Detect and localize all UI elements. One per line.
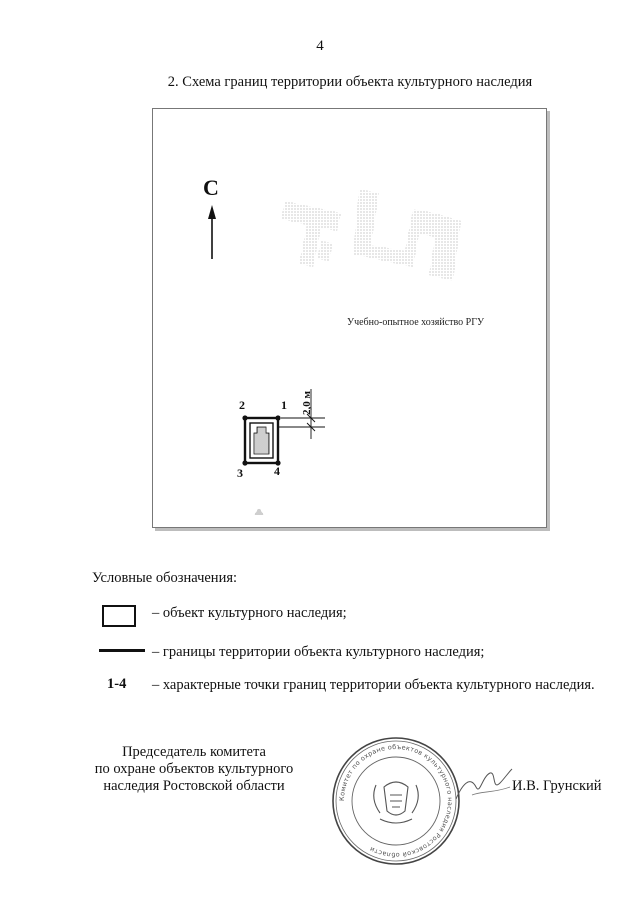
point-label-4: 4 (274, 464, 280, 478)
legend-boundary-line-symbol (99, 649, 145, 652)
handwritten-signature (452, 765, 516, 805)
legend-boundary-line-text: – границы территории объекта культурного наследия; (152, 644, 485, 660)
north-label: С (203, 175, 219, 200)
official-stamp-icon (330, 735, 462, 867)
legend-heritage-object-symbol (102, 605, 136, 627)
area-label: Учебно-опытное хозяйство РГУ (347, 317, 485, 328)
legend-heritage-object-text: – объект культурного наследия; (152, 605, 347, 621)
signatory-name: И.В. Грунский (512, 778, 602, 794)
dimension-label: 2,0 м (301, 391, 313, 415)
legend-heading: Условные обозначения: (92, 570, 238, 586)
position-line: наследия Ростовской области (103, 778, 285, 794)
heritage-object (254, 427, 269, 454)
point-label-3: 3 (237, 466, 243, 480)
point-label-1: 1 (281, 398, 287, 412)
signatory-position (74, 744, 314, 795)
position-line: Председатель комитета (122, 744, 266, 760)
stamp-emblem-icon (374, 782, 419, 823)
legend-points-text: – характерные точки границ территории объекта культурного наследия. (152, 677, 595, 693)
stamp-text: Комитет по охране объектов культурного наследия Ростовской области (337, 742, 455, 860)
legend-points-symbol: 1-4 (107, 676, 127, 692)
faint-mark (254, 508, 264, 515)
scheme-title: 2. Схема границ территории объекта культурного наследия (167, 74, 533, 90)
position-line: по охране объектов культурного (94, 761, 294, 777)
faint-buildings (281, 189, 461, 281)
map-drawing (153, 109, 546, 527)
north-arrow-icon (208, 205, 216, 259)
point-label-2: 2 (239, 398, 245, 412)
page-number: 4 (316, 38, 324, 54)
boundary-scheme-map (152, 108, 547, 528)
